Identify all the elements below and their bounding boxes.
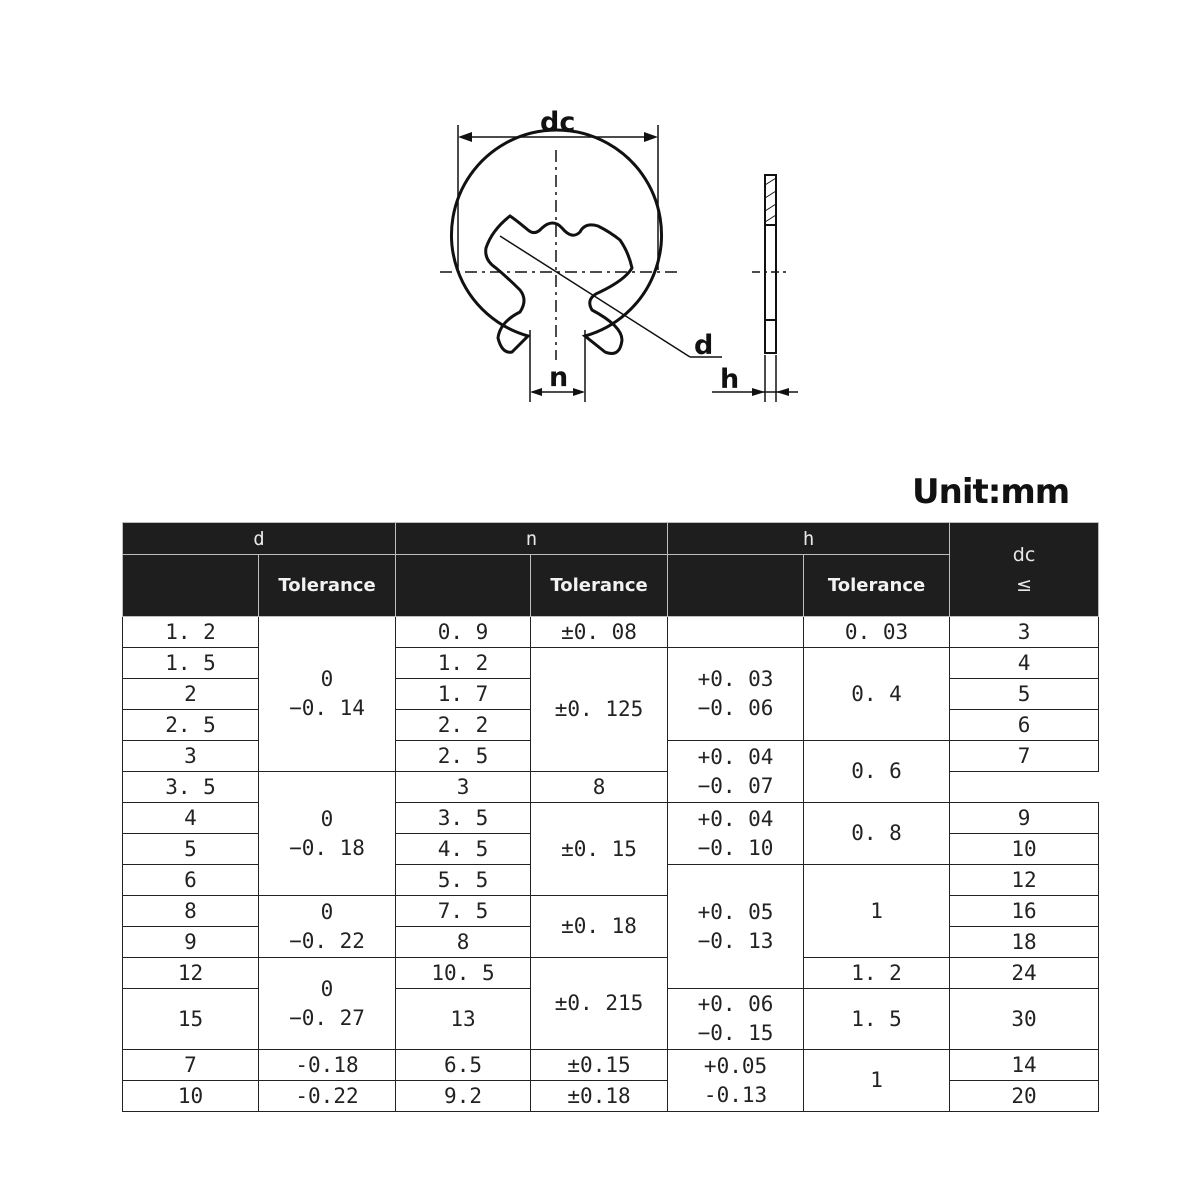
cell-h-tolerance	[668, 617, 804, 648]
cell-dc: 16	[950, 896, 1099, 927]
table-row	[123, 772, 1099, 803]
cell-d: 15	[123, 989, 259, 1050]
e-clip-technical-drawing	[0, 0, 1200, 460]
h-arrow-left	[752, 388, 765, 396]
cell-n: 5. 5	[396, 865, 531, 896]
cell-d: 4	[123, 803, 259, 834]
cell-dc: 9	[950, 803, 1099, 834]
side-hatch-4	[765, 215, 776, 222]
cell-d-tolerance	[259, 772, 396, 896]
tol-upper: 0	[320, 667, 334, 691]
cell-n: 2. 5	[396, 741, 531, 772]
cell-h-tolerance	[668, 1050, 804, 1112]
h-label: h	[720, 364, 740, 395]
tol-upper: +0. 05	[697, 899, 774, 924]
cell-d-tolerance: -0.18	[259, 1050, 396, 1081]
cell-h: 0. 6	[804, 741, 950, 803]
header-h-tolerance-blank	[668, 555, 804, 617]
cell-n: 3	[396, 772, 531, 803]
cell-n-tolerance: ±0. 215	[531, 958, 668, 1050]
dc-label: dc	[540, 107, 576, 138]
cell-n-tolerance: ±0. 15	[531, 803, 668, 896]
cell-n: 13	[396, 989, 531, 1050]
cell-n: 6.5	[396, 1050, 531, 1081]
cell-n-tolerance: ±0. 125	[531, 648, 668, 772]
cell-n-tolerance: ±0.15	[531, 1050, 668, 1081]
tol-upper: +0. 04	[697, 806, 774, 831]
cell-n-tolerance: ±0.18	[531, 1081, 668, 1112]
header-n: n	[396, 523, 668, 555]
spec-table	[122, 522, 1099, 1112]
side-hatch-3	[765, 204, 776, 211]
cell-n: 4. 5	[396, 834, 531, 865]
e-clip-front-view	[440, 125, 722, 402]
header-d-value	[123, 555, 259, 617]
tol-upper: +0. 04	[697, 744, 774, 769]
cell-dc: 14	[950, 1050, 1099, 1081]
cell-d: 3. 5	[123, 772, 259, 803]
cell-h-tolerance	[668, 989, 804, 1050]
cell-dc: 7	[950, 741, 1099, 772]
n-arrow-right	[573, 388, 585, 396]
header-h: h	[668, 523, 950, 555]
header-d-tolerance: Tolerance	[259, 555, 396, 617]
header-d: d	[123, 523, 396, 555]
table-row	[123, 958, 1099, 989]
cell-h: 1	[804, 1050, 950, 1112]
cell-h: 1. 2	[804, 958, 950, 989]
cell-n: 3. 5	[396, 803, 531, 834]
cell-h-tolerance	[668, 741, 804, 803]
cell-d: 1. 5	[123, 648, 259, 679]
tol-lower: −0. 14	[289, 696, 365, 720]
cell-d: 5	[123, 834, 259, 865]
tol-lower: −0. 10	[697, 835, 774, 860]
cell-d: 6	[123, 865, 259, 896]
cell-d-tolerance: -0.22	[259, 1081, 396, 1112]
tol-lower: −0. 18	[289, 835, 365, 860]
cell-dc: 12	[950, 865, 1099, 896]
tol-upper: +0. 06	[697, 992, 774, 1016]
header-n-tolerance: Tolerance	[531, 555, 668, 617]
cell-dc: 10	[950, 834, 1099, 865]
tol-lower: −0. 07	[697, 773, 774, 798]
cell-d: 12	[123, 958, 259, 989]
d-label: d	[694, 330, 714, 361]
cell-n: 9.2	[396, 1081, 531, 1112]
tol-lower: −0. 06	[697, 696, 774, 720]
dc-arrow-right	[644, 132, 658, 142]
side-hatch-1	[765, 178, 776, 185]
cell-h: 0. 8	[804, 803, 950, 865]
cell-d: 7	[123, 1050, 259, 1081]
cell-dc: 24	[950, 958, 1099, 989]
cell-n: 10. 5	[396, 958, 531, 989]
dc-arrow-left	[458, 132, 472, 142]
tol-upper: 0	[320, 806, 334, 831]
cell-n: 0. 9	[396, 617, 531, 648]
cell-h: 0. 03	[804, 617, 950, 648]
cell-h: 1	[804, 865, 950, 958]
cell-d: 10	[123, 1081, 259, 1112]
cell-d: 2	[123, 679, 259, 710]
tol-lower: −0. 22	[289, 928, 365, 953]
header-dc-sub: ≤	[1016, 573, 1032, 596]
header-h-tolerance: Tolerance	[804, 555, 950, 617]
cell-n-tolerance: ±0. 08	[531, 617, 668, 648]
cell-d: 1. 2	[123, 617, 259, 648]
cell-dc: 4	[950, 648, 1099, 679]
header-n-value	[396, 555, 531, 617]
cell-n: 7. 5	[396, 896, 531, 927]
cell-dc: 18	[950, 927, 1099, 958]
tol-upper: 0	[320, 899, 334, 924]
tol-lower: −0. 13	[697, 928, 774, 953]
cell-d: 2. 5	[123, 710, 259, 741]
table-row	[123, 1050, 1099, 1081]
n-label: n	[549, 362, 569, 393]
tol-upper: +0. 03	[697, 667, 774, 691]
d-leader-line	[500, 236, 690, 357]
table-row	[123, 617, 1099, 648]
cell-d-tolerance	[259, 617, 396, 772]
cell-d: 8	[123, 896, 259, 927]
side-hatch-2	[765, 191, 776, 198]
tol-lower: -0.13	[703, 1082, 768, 1107]
cell-h-tolerance	[668, 865, 804, 989]
cell-dc: 30	[950, 989, 1099, 1050]
cell-dc: 3	[950, 617, 1099, 648]
header-group-row	[123, 523, 1099, 555]
n-arrow-left	[530, 388, 542, 396]
table-row	[123, 896, 1099, 927]
cell-n: 1. 7	[396, 679, 531, 710]
tol-lower: −0. 15	[697, 1021, 774, 1045]
cell-d-tolerance	[259, 958, 396, 1050]
cell-h: 0. 4	[804, 648, 950, 741]
side-profile	[765, 175, 776, 353]
unit-label: Unit:mm	[912, 472, 1070, 512]
cell-d: 3	[123, 741, 259, 772]
header-dc-label: dc	[1012, 543, 1036, 566]
cell-dc: 6	[950, 710, 1099, 741]
cell-h-tolerance	[668, 648, 804, 741]
cell-d-tolerance	[259, 896, 396, 958]
cell-h-tolerance	[668, 803, 804, 865]
h-arrow-right	[776, 388, 789, 396]
cell-n: 2. 2	[396, 710, 531, 741]
header-dc	[950, 523, 1099, 617]
cell-h: 1. 5	[804, 989, 950, 1050]
table-row	[123, 1081, 1099, 1112]
cell-n: 1. 2	[396, 648, 531, 679]
tol-upper: +0.05	[703, 1053, 768, 1078]
cell-dc: 20	[950, 1081, 1099, 1112]
tol-upper: 0	[320, 976, 334, 1001]
cell-d: 9	[123, 927, 259, 958]
cell-dc: 5	[950, 679, 1099, 710]
cell-n: 8	[396, 927, 531, 958]
tol-lower: −0. 27	[289, 1005, 365, 1030]
cell-n-tolerance: ±0. 18	[531, 896, 668, 958]
cell-dc: 8	[531, 772, 668, 803]
